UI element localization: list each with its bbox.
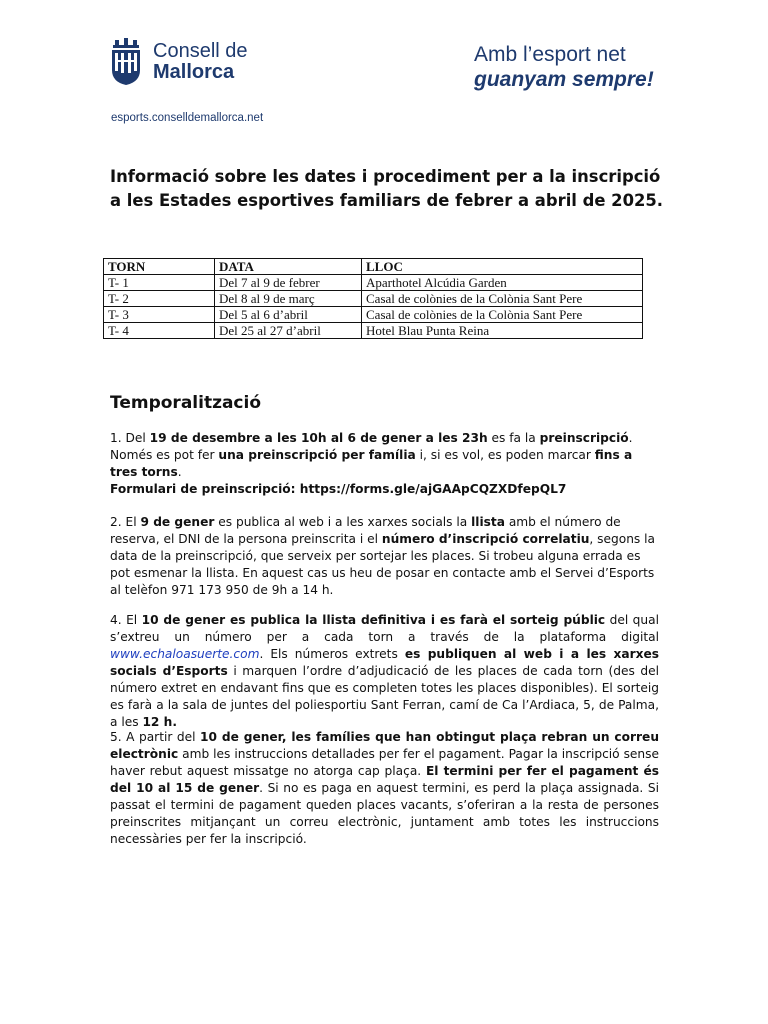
- column-header: TORN: [104, 259, 215, 275]
- bold-text: es publiquen al web i a les xarxes socials d’Esports: [110, 647, 659, 678]
- bold-text: una preinscripció per família: [218, 448, 416, 462]
- text: . Si no es paga en aquest termini, es perd la plaça assignada. Si passat el termini de pagament queden places vacants, s’oferiran a la resta de persones preinscrites mitjançant un correu electrònic, juntament amb totes les instruccions necessàries per fer la inscripció.: [110, 781, 659, 846]
- text: del qual s’extreu un número per a cada torn a través de la plataforma digital: [110, 613, 659, 644]
- table-cell: Del 8 al 9 de març: [215, 291, 362, 307]
- table-cell: Hotel Blau Punta Reina: [362, 323, 643, 339]
- table-cell: Aparthotel Alcúdia Garden: [362, 275, 643, 291]
- mallorca-crest-icon: [109, 38, 143, 86]
- bold-text: número d’inscripció correlatiu: [381, 532, 590, 546]
- text: 1. Del: [110, 431, 150, 445]
- paragraph-5: [110, 729, 659, 848]
- bold-text: 19 de desembre a les 10h al 6 de gener a les 23h: [149, 431, 488, 445]
- column-header: DATA: [215, 259, 362, 275]
- text: i marquen l’ordre d’adjudicació de les places de cada torn (des del número extret en endavant fins que es completen totes les places disponibles). El sorteig es farà a la sala de juntes del poliesportiu Sant Ferran, camí de Ca l’Ardiaca, 5, de Palma, a les: [110, 664, 659, 729]
- table-row: [104, 323, 643, 339]
- table-cell: T- 1: [104, 275, 215, 291]
- bold-text: llista: [471, 515, 505, 529]
- text: amb el número de reserva, el DNI de la persona preinscrita i el: [110, 515, 621, 546]
- consell-de-mallorca-logo: [109, 38, 248, 86]
- bold-text: 10 de gener es publica la llista definitiva i es farà el sorteig públic: [141, 613, 606, 627]
- text: 4. El: [110, 613, 142, 627]
- table-row: [104, 291, 643, 307]
- text: amb les instruccions detallades per fer el pagament. Pagar la inscripció sense haver rebut aquest missatge no atorga cap plaça.: [110, 747, 659, 778]
- logo-line-2: Mallorca: [153, 61, 235, 83]
- table-cell: Del 5 al 6 d’abril: [215, 307, 362, 323]
- column-header: LLOC: [362, 259, 643, 275]
- paragraph-2: [110, 514, 659, 599]
- section-heading: Temporalització: [110, 393, 262, 413]
- table-cell: T- 3: [104, 307, 215, 323]
- bold-text: preinscripció: [539, 431, 629, 445]
- slogan-line-2: guanyam sempre!: [474, 68, 654, 91]
- table-cell: T- 2: [104, 291, 215, 307]
- text: es publica al web i a les xarxes socials la: [214, 515, 472, 529]
- document-title: Informació sobre les dates i procediment per a la inscripció a les Estades esportives familiars de febrer a abril de 2025.: [110, 167, 664, 210]
- bold-text: El termini per fer el pagament és del 10 al 15 de gener: [110, 764, 660, 795]
- table-cell: Del 25 al 27 d’abril: [215, 323, 362, 339]
- bold-text: 10 de gener, les famílies que han obtingut plaça rebran un correu electrònic: [110, 730, 659, 761]
- table-cell: Del 7 al 9 de febrer: [215, 275, 362, 291]
- table-cell: Casal de colònies de la Colònia Sant Pere: [362, 307, 643, 323]
- bold-text: 12 h.: [142, 715, 177, 729]
- text: .: [177, 465, 182, 479]
- text: , segons la data de la preinscripció, que serveix per sortejar les places. Si trobeu alguna errada es pot esmenar la llista. En aquest cas us heu de posar en contacte amb el Servei d’Esports al telèfon 971 173 950 de 9h a 14 h.: [110, 532, 656, 597]
- site-url[interactable]: esports.conselldemallorca.net: [111, 112, 264, 124]
- paragraph-1: [110, 430, 659, 481]
- text: . Els números extrets: [259, 647, 405, 661]
- paragraph-4: [110, 612, 659, 731]
- table-row: [104, 307, 643, 323]
- table-header-row: [104, 259, 643, 275]
- table-cell: Casal de colònies de la Colònia Sant Pere: [362, 291, 643, 307]
- logo-line-1: Consell de: [153, 40, 248, 62]
- form-link-line[interactable]: Formulari de preinscripció: https://forms.gle/ajGAApCQZXDfepQL7: [110, 482, 567, 496]
- text: . Només es pot fer: [110, 431, 633, 462]
- text: i, si es vol, es poden marcar: [415, 448, 595, 462]
- text: es fa la: [487, 431, 540, 445]
- bold-text: fins a tres torns: [110, 448, 633, 479]
- table-cell: T- 4: [104, 323, 215, 339]
- bold-text: 9 de gener: [140, 515, 215, 529]
- echaloasuerte-link[interactable]: www.echaloasuerte.com: [110, 647, 260, 661]
- slogan: [474, 42, 654, 92]
- slogan-line-1: Amb l’esport net: [474, 43, 626, 66]
- text: 2. El: [110, 515, 141, 529]
- schedule-table: [103, 258, 643, 339]
- text: 5. A partir del: [110, 730, 201, 744]
- table-row: [104, 275, 643, 291]
